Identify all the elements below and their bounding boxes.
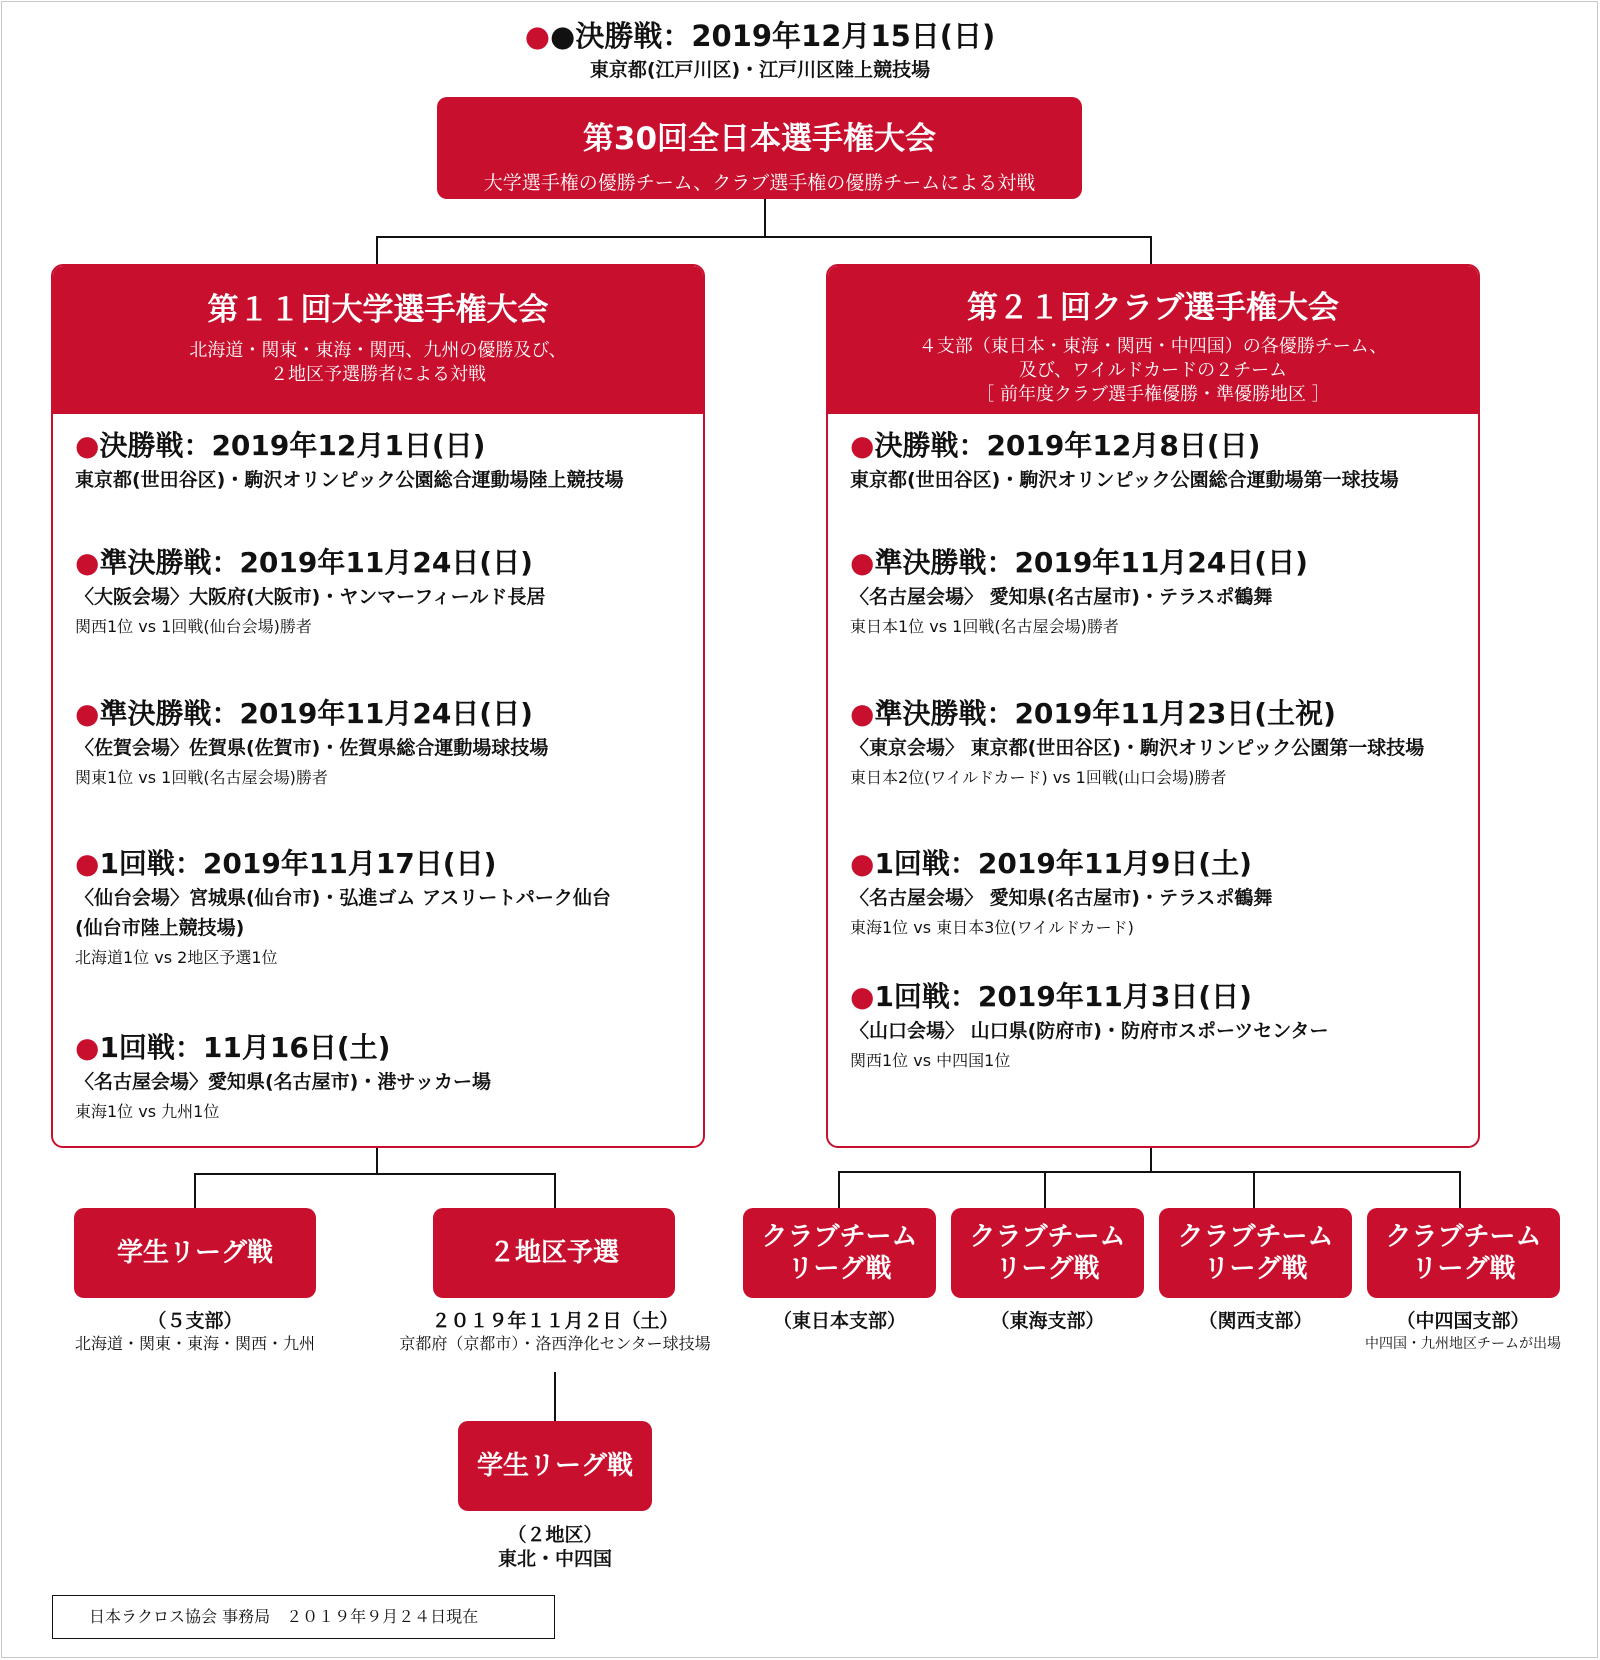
match-item: ●決勝戦：2019年12月8日(日) 東京都(世田谷区)・駒沢オリンピック公園総合運動場第一球技場	[850, 429, 1470, 495]
match-venue-2: (仙台市陸上競技場)	[75, 917, 245, 939]
connector	[1150, 1148, 1152, 1172]
university-subtitle-line2: ２地区予選勝者による対戦	[270, 364, 486, 385]
university-subtitle-line1: 北海道・関東・東海・関西、九州の優勝及び、	[189, 340, 567, 361]
match-venue: 東京都(世田谷区)・駒沢オリンピック公園総合運動場陸上競技場	[75, 469, 624, 491]
university-subtitle	[53, 339, 703, 387]
club-subtitle-line1: ４支部（東日本・東海・関西・中四国）の各優勝チーム、	[918, 336, 1388, 357]
match-note: 関西1位 vs 中四国1位	[850, 1051, 1011, 1070]
club-subtitle	[828, 335, 1478, 407]
connector	[1044, 1171, 1046, 1209]
match-note: 東日本1位 vs 1回戦(名古屋会場)勝者	[850, 617, 1119, 636]
caption-line1: （２地区）	[507, 1524, 603, 1546]
club-league-box	[951, 1208, 1144, 1298]
university-panel	[51, 264, 705, 1148]
match-note: 関東1位 vs 1回戦(名古屋会場)勝者	[75, 768, 328, 787]
club-subtitle-line2: 及び、ワイルドカードの２チーム	[1018, 360, 1288, 381]
match-item: ●準決勝戦：2019年11月24日(日) 〈名古屋会場〉 愛知県(名古屋市)・テラスポ鶴舞 東日本1位 vs 1回戦(名古屋会場)勝者	[850, 546, 1470, 638]
match-venue: 〈山口会場〉 山口県(防府市)・防府市スポーツセンター	[850, 1020, 1329, 1042]
match-venue: 〈東京会場〉 東京都(世田谷区)・駒沢オリンピック公園第一球技場	[850, 737, 1425, 759]
club-league-line1: クラブチーム	[1385, 1222, 1542, 1252]
university-title: 第１１回大学選手権大会	[207, 292, 549, 328]
match-venue: 〈名古屋会場〉 愛知県(名古屋市)・テラスポ鶴舞	[850, 586, 1273, 608]
match-note: 関西1位 vs 1回戦(仙台会場)勝者	[75, 617, 312, 636]
connector	[554, 1372, 556, 1422]
connector	[376, 236, 378, 265]
two-district-label: ２地区予選	[488, 1238, 619, 1268]
club-league-line2: リーグ戦	[995, 1254, 1100, 1284]
club-league-caption	[1330, 1309, 1596, 1355]
connector	[554, 1173, 556, 1209]
connector	[1459, 1171, 1461, 1209]
match-item: ●準決勝戦：2019年11月24日(日) 〈大阪会場〉大阪府(大阪市)・ヤンマーフィールド長居 関西1位 vs 1回戦(仙台会場)勝者	[75, 546, 695, 638]
connector	[1150, 236, 1152, 265]
connector	[194, 1173, 196, 1209]
match-note: 東日本2位(ワイルドカード) vs 1回戦(山口会場)勝者	[850, 768, 1227, 787]
student-league-caption	[40, 1309, 350, 1355]
caption-line2: 東北・中四国	[497, 1548, 612, 1570]
caption-line1: （関西支部）	[1198, 1310, 1313, 1332]
student-league-2-label: 学生リーグ戦	[476, 1451, 633, 1481]
match-item: ●準決勝戦：2019年11月23日(土祝) 〈東京会場〉 東京都(世田谷区)・駒沢オリンピック公園第一球技場 東日本2位(ワイルドカード) vs 1回戦(山口会場)勝者	[850, 697, 1470, 789]
match-venue: 〈名古屋会場〉 愛知県(名古屋市)・テラスポ鶴舞	[850, 887, 1273, 909]
connector	[1253, 1171, 1255, 1209]
championship-subtitle: 大学選手権の優勝チーム、クラブ選手権の優勝チームによる対戦	[483, 172, 1036, 194]
match-heading: 1回戦：2019年11月9日(土)	[874, 847, 1252, 880]
club-league-box	[743, 1208, 936, 1298]
match-venue: 東京都(世田谷区)・駒沢オリンピック公園総合運動場第一球技場	[850, 469, 1399, 491]
footer-note: 日本ラクロス協会 事務局 ２０１９年９月２４日現在	[52, 1595, 555, 1639]
club-league-caption	[1159, 1309, 1352, 1333]
student-league-2-caption	[430, 1523, 680, 1571]
match-note: 東海1位 vs 東日本3位(ワイルドカード)	[850, 918, 1134, 937]
connector	[376, 1148, 378, 1174]
student-league-2-box	[458, 1421, 652, 1511]
club-panel	[826, 264, 1480, 1148]
match-item: ●1回戦：2019年11月17日(日) 〈仙台会場〉宮城県(仙台市)・弘進ゴム アスリートパーク仙台 (仙台市陸上競技場) 北海道1位 vs 2地区予選1位	[75, 847, 695, 969]
club-league-line1: クラブチーム	[761, 1222, 918, 1252]
match-venue: 〈仙台会場〉宮城県(仙台市)・弘進ゴム アスリートパーク仙台	[75, 887, 611, 909]
club-league-line2: リーグ戦	[787, 1254, 892, 1284]
match-heading: 準決勝戦：2019年11月24日(日)	[99, 697, 533, 730]
caption-line1: （東海支部）	[990, 1310, 1105, 1332]
match-item: ●1回戦：11月16日(土) 〈名古屋会場〉愛知県(名古屋市)・港サッカー場 東海1位 vs 九州1位	[75, 1031, 695, 1123]
club-header	[828, 266, 1478, 414]
connector	[194, 1173, 556, 1175]
caption-line1: （５支部）	[147, 1310, 243, 1332]
connector	[838, 1171, 1460, 1173]
club-league-caption	[743, 1309, 936, 1333]
match-item: ●準決勝戦：2019年11月24日(日) 〈佐賀会場〉佐賀県(佐賀市)・佐賀県総合運動場球技場 関東1位 vs 1回戦(名古屋会場)勝者	[75, 697, 695, 789]
connector	[764, 199, 766, 237]
two-district-box	[433, 1208, 675, 1298]
match-heading: 準決勝戦：2019年11月24日(日)	[99, 546, 533, 579]
caption-line1: （中四国支部）	[1396, 1310, 1530, 1332]
match-heading: 準決勝戦：2019年11月23日(土祝)	[874, 697, 1336, 730]
match-item: ●1回戦：2019年11月9日(土) 〈名古屋会場〉 愛知県(名古屋市)・テラスポ鶴舞 東海1位 vs 東日本3位(ワイルドカード)	[850, 847, 1470, 939]
match-item: ●1回戦：2019年11月3日(日) 〈山口会場〉 山口県(防府市)・防府市スポーツセンター 関西1位 vs 中四国1位	[850, 980, 1470, 1072]
championship-box	[437, 97, 1082, 199]
student-league-box	[74, 1208, 316, 1298]
club-league-line2: リーグ戦	[1203, 1254, 1308, 1284]
championship-title: 第30回全日本選手権大会	[582, 121, 937, 157]
club-league-box	[1367, 1208, 1560, 1298]
match-note: 北海道1位 vs 2地区予選1位	[75, 948, 278, 967]
match-heading: 決勝戦：2019年12月1日(日)	[99, 429, 486, 462]
match-venue: 〈名古屋会場〉愛知県(名古屋市)・港サッカー場	[75, 1071, 491, 1093]
university-header	[53, 266, 703, 414]
match-heading: 決勝戦：2019年12月8日(日)	[874, 429, 1261, 462]
club-league-caption	[951, 1309, 1144, 1333]
final-title: ●●決勝戦：2019年12月15日(日)	[524, 19, 996, 53]
student-league-label: 学生リーグ戦	[116, 1238, 273, 1268]
club-league-box	[1159, 1208, 1352, 1298]
match-heading: 準決勝戦：2019年11月24日(日)	[874, 546, 1308, 579]
club-title: 第２１回クラブ選手権大会	[967, 290, 1339, 326]
final-venue: 東京都(江戸川区)・江戸川区陸上競技場	[589, 59, 931, 81]
connector	[838, 1171, 840, 1209]
match-venue: 〈大阪会場〉大阪府(大阪市)・ヤンマーフィールド長居	[75, 586, 546, 608]
caption-line1: （東日本支部）	[772, 1310, 906, 1332]
connector	[376, 236, 1152, 238]
caption-line2: 中四国・九州地区チームが出場	[1365, 1336, 1561, 1352]
club-league-line2: リーグ戦	[1411, 1254, 1516, 1284]
club-subtitle-line3: ［ 前年度クラブ選手権優勝・準優勝地区 ］	[976, 384, 1330, 405]
caption-line2: 京都府（京都市）・洛西浄化センター球技場	[399, 1334, 711, 1353]
caption-line1: ２０１９年１１月２日（土）	[431, 1310, 679, 1332]
club-league-line1: クラブチーム	[969, 1222, 1126, 1252]
two-district-caption	[374, 1309, 736, 1355]
match-venue: 〈佐賀会場〉佐賀県(佐賀市)・佐賀県総合運動場球技場	[75, 737, 549, 759]
caption-line2: 北海道・関東・東海・関西・九州	[74, 1334, 315, 1353]
match-item: ●決勝戦：2019年12月1日(日) 東京都(世田谷区)・駒沢オリンピック公園総合運動場陸上競技場	[75, 429, 695, 495]
match-heading: 1回戦：11月16日(土)	[99, 1031, 391, 1064]
match-heading: 1回戦：2019年11月3日(日)	[874, 980, 1252, 1013]
match-heading: 1回戦：2019年11月17日(日)	[99, 847, 497, 880]
club-league-line1: クラブチーム	[1177, 1222, 1334, 1252]
final-title-text: ●決勝戦：2019年12月15日(日)	[550, 19, 996, 53]
match-note: 東海1位 vs 九州1位	[75, 1102, 220, 1121]
